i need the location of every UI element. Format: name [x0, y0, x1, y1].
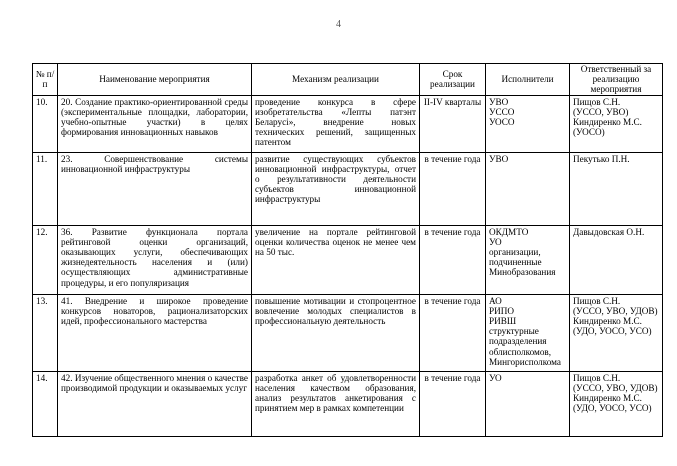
executors-cell [486, 294, 570, 371]
header-term: Срок реализации [420, 64, 486, 96]
executors-cell-line: УО [489, 372, 502, 383]
table-header [33, 64, 663, 96]
executors-cell-line: подразделения [489, 336, 547, 347]
responsible-cell-line: Киндиренко М.С. [573, 316, 642, 327]
row-number: 14. [33, 371, 58, 436]
page-number: 4 [336, 19, 341, 30]
responsible-cell [570, 294, 663, 371]
executors-cell-line: УО [489, 236, 502, 247]
header-name: Наименование мероприятия [58, 64, 252, 96]
implementation-term: II-IV кварталы [420, 95, 486, 152]
measure-name: 42. Изучение общественного мнения о качестве производимой продукции и оказываемых услуг [58, 371, 252, 436]
executors-cell-line: организации, [489, 247, 541, 258]
table-row [33, 225, 663, 294]
implementation-mechanism: разработка анкет об удовлетворенности населения качеством образования, анализ результатов анкетирования с принятием мер в рамках компетенции [252, 371, 420, 436]
responsible-cell [570, 95, 663, 152]
implementation-term: в течение года [420, 294, 486, 371]
executors-cell-line: УОСО [489, 117, 515, 128]
row-number: 12. [33, 225, 58, 294]
header-responsible: Ответственный за реализацию мероприятия [570, 64, 663, 96]
header-executors: Исполнители [486, 64, 570, 96]
responsible-cell-line: Пищов С.Н. [573, 295, 621, 306]
measure-name: 23. Совершенствование системы инновационной инфраструктуры [58, 152, 252, 225]
row-number: 10. [33, 95, 58, 152]
executors-cell-line: ОКДМТО [489, 226, 529, 237]
table-body [33, 95, 663, 436]
responsible-cell-line: Киндиренко М.С. [573, 393, 642, 404]
executors-cell-line: РИВШ [489, 316, 517, 327]
table-row [33, 371, 663, 436]
executors-cell-line: УВО [489, 153, 509, 164]
executors-cell-line: Минобразования [489, 267, 556, 278]
executors-cell-line: РИПО [489, 305, 515, 316]
implementation-mechanism: развитие существующих субъектов инновационной инфраструктуры, отчет о результативности деятельности субъектов инновационной инфраструктуры [252, 152, 420, 225]
executors-cell-line: подчиненные [489, 257, 542, 268]
implementation-term: в течение года [420, 371, 486, 436]
executors-cell-line: УССО [489, 106, 515, 117]
implementation-mechanism: увеличение на портале рейтинговой оценки количества оценок не менее чем на 50 тыс. [252, 225, 420, 294]
responsible-cell-line: Киндиренко М.С. [573, 117, 642, 128]
responsible-cell-line: (УССО, УВО, УДОВ) [573, 305, 658, 316]
table-row [33, 95, 663, 152]
executors-cell [486, 152, 570, 225]
responsible-cell [570, 152, 663, 225]
executors-cell-line: УВО [489, 96, 509, 107]
implementation-term: в течение года [420, 225, 486, 294]
responsible-cell-line: Пищов С.Н. [573, 372, 621, 383]
row-number: 13. [33, 294, 58, 371]
header-number: № п/п [33, 64, 58, 96]
responsible-cell-line: (УССО, УВО) [573, 106, 629, 117]
responsible-cell-line: Пекутько П.Н. [573, 153, 630, 164]
measure-name: 41. Внедрение и широкое проведение конкурсов новаторов, рационализаторских идей, профессионального мастерства [58, 294, 252, 371]
responsible-cell-line: (УДО, УОСО, УСО) [573, 403, 652, 414]
implementation-mechanism: повышение мотивации и стопроцентное вовлечение молодых специалистов в профессиональную деятельность [252, 294, 420, 371]
table-row [33, 294, 663, 371]
implementation-term: в течение года [420, 152, 486, 225]
executors-cell [486, 95, 570, 152]
responsible-cell-line: Пищов С.Н. [573, 96, 621, 107]
executors-cell [486, 371, 570, 436]
executors-cell-line: Мингорисполкома [489, 356, 561, 367]
responsible-cell-line: Давыдовская О.Н. [573, 226, 645, 237]
table-row [33, 152, 663, 225]
header-mechanism: Механизм реализации [252, 64, 420, 96]
executors-cell-line: облисполкомов, [489, 346, 552, 357]
responsible-cell [570, 225, 663, 294]
measure-name: 36. Развитие функционала портала рейтинговой оценки организаций, оказывающих услуги, обеспечивающих жизнедеятельность населения и (или) осуществляющих административные процедуры, и его популяризация [58, 225, 252, 294]
executors-cell-line: АО [489, 295, 502, 306]
responsible-cell-line: (УССО, УВО, УДОВ) [573, 382, 658, 393]
executors-cell-line: структурные [489, 326, 539, 337]
executors-cell [486, 225, 570, 294]
row-number: 11. [33, 152, 58, 225]
header-row [33, 64, 663, 96]
measures-table [32, 63, 663, 437]
responsible-cell-line: (УОСО) [573, 127, 605, 138]
implementation-mechanism: проведение конкурса в сфере изобретательства «Лепты патэнт Беларусі», внедрение новых технических решений, защищенных патентом [252, 95, 420, 152]
responsible-cell [570, 371, 663, 436]
measure-name: 20. Создание практико-ориентированной среды (экспериментальные площадки, лаборатории, учебно-опытные участки) в целях формирования инновационных навыков [58, 95, 252, 152]
responsible-cell-line: (УДО, УОСО, УСО) [573, 326, 652, 337]
